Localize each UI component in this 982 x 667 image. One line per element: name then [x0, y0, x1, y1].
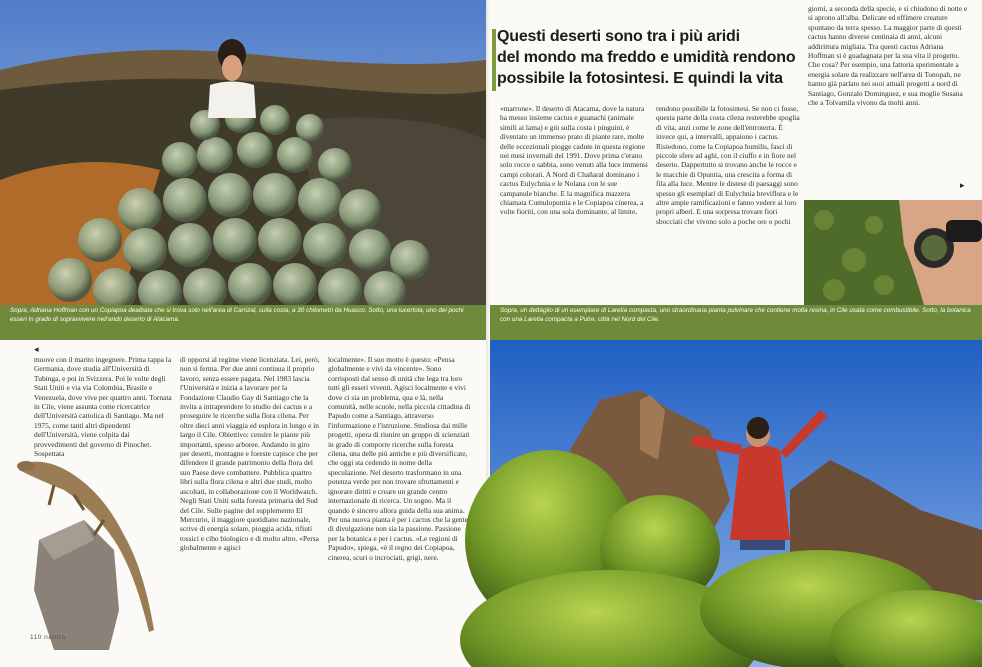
column-text: di opporsi al regime viene licenziata. Lei, però, non si ferma. Per due anni continua il proprio lavoro, senza essere pagata. Nel 1983 lascia l'Università e inizia a lavorare per la Fondazione Claudio Gay di Santiago che la invita a intraprendere lo studio dei cactus e a proseguire le ricerche sulla flora cilena. Per oltre dieci anni viaggia ed esplora in lungo e in largo il Cile. Obiettivo: censire le piante più importanti, spesso arboree. Andando in giro per deserti, montagne e foreste capisce che per difendere il grande patrimonio della flora del suo Paese deve combattere. Pubblica quattro libri sulla flora cilena e altri due studi, molto ascoltati, in collaborazione con il Worldwatch. Negli Stati Uniti sulla foresta primaria del Sud del Cile. Sulle pagine del supplemento El Mercurio, il maggiore quotidiano nazionale, scrive di energia solare, pioggia acida, rifiuti tossici e cibo biologico e di molto altro. «Persa globalmente e agisci: [180, 355, 320, 553]
headline-line-1: Questi deserti sono tra i più aridi: [497, 28, 740, 45]
article-column-left-1: [34, 355, 174, 459]
caption-right: [490, 305, 982, 340]
section-start-marker: ◂: [34, 344, 39, 354]
photo-cactus-woman: [0, 0, 486, 305]
article-column-right-3: [808, 4, 968, 194]
headline-line-2: del mondo ma freddo e umidità rendono: [497, 49, 796, 66]
column-text: «marrone». Il deserto di Atacama, dove la natura ha messo insieme cactus e guanachi (animale simili ai lama) e giù sulla costa i pinguini, è diventato un immenso prato di piante rare, molte delle eccezionali piogge cadute in questa regione nei mesi invernali del 1991. Dove prima c'erano solo rocce e sabbia, sono venuti alla luce immensi campi colorati. A Nord di Chañaral dominano i cactus Eulychnia e le Nolana con le sue campanule bianche. E la magnifica mazzera chiamata Cumulopuntia e le Copiapoa cinerea, a volte fioriti, con una sola dominante, al limite,: [500, 104, 648, 217]
column-text: giorni, a seconda della specie, e si chiudono di notte e si aprono all'alba. Delicate ed effimere creature spuntano da terra spesso. La maggior parte di questi cactus hanno diverse centinaia di anni, alcuni addirittura migliaia. Tra questi cactus Adriana Hoffman si è guadagnata per la sua vita il progetto. Che cosa? Per esempio, una fattoria sperimentale a energia solare da realizzare nell'area di Tonopah, ne hanno già parlato nei suoi attuali progetti a nord di Santiago, Gonzalo Dominguez, e sua moglie Susana che a Tolvamila vivono da molti anni.: [808, 4, 968, 108]
caption-left: [0, 305, 486, 340]
photo-botanist-laretia: [490, 340, 982, 667]
headline-line-3: possibile la fotosintesi. E quindi la vita: [497, 70, 783, 87]
article-column-right-1: [500, 104, 650, 300]
continue-marker: ▸: [960, 180, 965, 190]
article-column-right-2: [656, 104, 802, 300]
column-text: muove con il marito ingegnere. Prima tappa la Germania, dove studia all'Università di Tubinga, e poi in Svizzera. Poi le volte degli Stati Uniti e via via Colombia, Brasile e Venezuela, dove vive per quattro anni. Tornata in Cile, viene assunta come ricercatrice dell'Università cattolica di Santiago. Ma nel 1975, come tanti altri dipendenti dell'Università, viene colpita dai provvedimenti del governo di Pinochet. Sospettata: [34, 355, 172, 459]
caption-left-text: Sopra, Adriana Hoffman con un Copiapoa dealbata che si trova solo nell'area di Carrizal, sulla costa, a 30 chilometri da Huasco. Sotto, una lucertola, uno dei pochi esseri in grado di sopravvivere nell'arido deserto di Atacama.: [10, 307, 464, 323]
headline-accent-bar: [492, 29, 496, 91]
photo-lizard: [14, 450, 164, 650]
article-column-left-2: [180, 355, 320, 630]
page-number: 110 natura: [30, 634, 66, 641]
photo-laretia-detail: [804, 200, 982, 305]
headline: [497, 26, 797, 89]
column-text: localmente». Il suo motto è questo: «Pensa globalmente e vivi da vincente». Sono corrisposti dal senso di unità che lega tra loro tutti gli esseri viventi. Agisci localmente e vivi dove ci sia un problema, qua e là, nella comunità, nelle scuole, nella piccola cittadina di Papudo come a Santiago, attraverso l'informazione e l'istruzione. Studiosa dai mille progetti, opera di riunire un gruppo di scienziati in grado di comporre ricerche sulla foresta cilena, una delle più antiche e più diversificate, che oggi sta cedendo in nome della speculazione. Nel deserto trasformano in una potenza verde per non trovare sfruttamenti e ignorare diritti e creare un grande centro internazionale di ricerca. Un sogno. Ma il quando è sincero allora guida della sua anima. Per una nuova pianta è per i cactus che la gente di divulgazione non sia la passione. Passione per la botanica e per i cactus. «Le regioni di Papudo», spiega, «è il regno dei Copiapoa, cinerea, scuri o incrociati, grigi, nere.: [328, 355, 471, 562]
caption-right-text: Sopra, un dettaglio di un esemplare di Laretia compacta, uno straordinaria pianta pulvinare che contiene molta resina, in Cile usata come combustibile. Sotto, la botanica con una Laretia compacta a Putre, città nel Nord del Cile.: [500, 307, 971, 323]
article-column-left-3: [328, 355, 472, 630]
column-text: rendono possibile la fotosintesi. Se non ci fosse, questa parte della costa cilena resterebbe spoglia di vita, anzi come le zone dell'entroterra. È invece qui, a intervalli, appaiono i cactus. Risiedono, come la Copiapoa humilis, fasci di piccole sfere ad aghi, con il ciuffo e in fiore nel deserto. Dappertutto si trovano anche le rocce e le macchie di Opuntia, una crescita a forma di fila alla luce. Mentre le distese di paesaggi sono spesso gli esemplari di Eulychnia breviflora e le altre ampie ramificazioni e fanno vedere ai loro propri alberi. E una sorpresa trovare fiori sbocciati che vivono solo a poche ore o pochi: [656, 104, 800, 226]
